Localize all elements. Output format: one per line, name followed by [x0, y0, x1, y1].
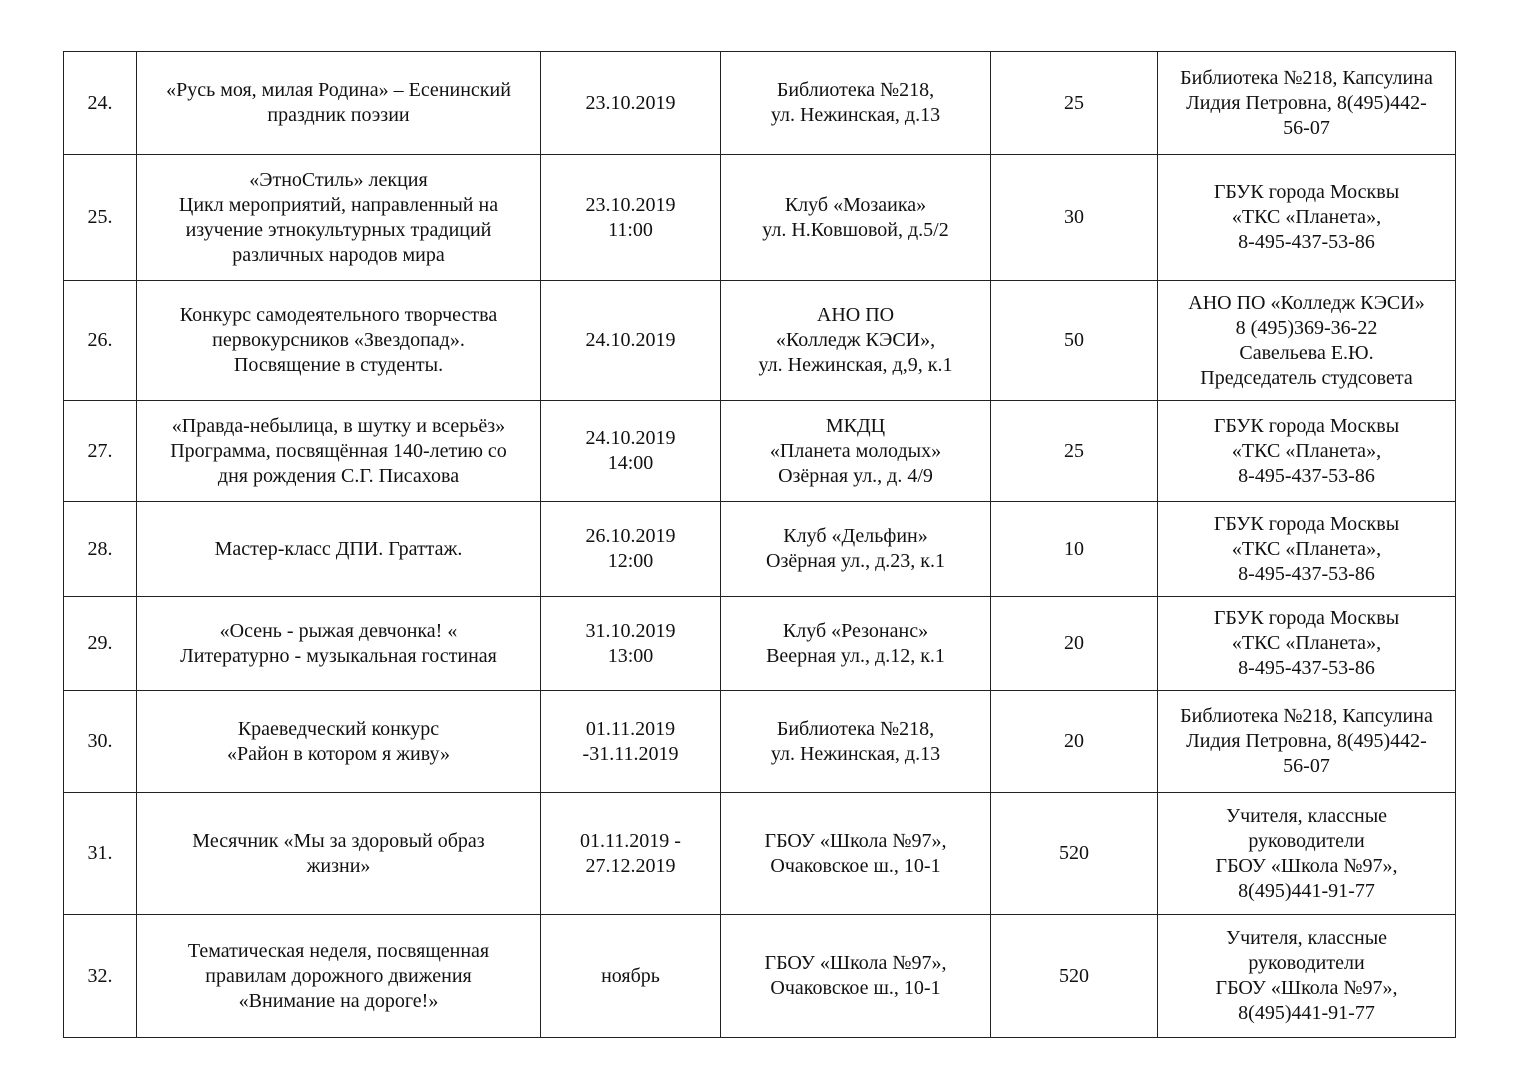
- event-contact: Учителя, классные руководители ГБОУ «Школа №97», 8(495)441-91-77: [1158, 915, 1456, 1038]
- event-contact: Библиотека №218, Капсулина Лидия Петровна, 8(495)442- 56-07: [1158, 52, 1456, 155]
- row-number: 27.: [64, 401, 137, 502]
- event-title: «Правда-небылица, в шутку и всерьёз» Программа, посвящённая 140-летию со дня рождения С.Г. Писахова: [137, 401, 541, 502]
- event-date: 31.10.2019 13:00: [541, 597, 721, 691]
- participant-count: 10: [991, 502, 1158, 597]
- event-date: 26.10.2019 12:00: [541, 502, 721, 597]
- event-contact: АНО ПО «Колледж КЭСИ» 8 (495)369-36-22 Савельева Е.Ю. Председатель студсовета: [1158, 281, 1456, 401]
- event-date: 01.11.2019 - 27.12.2019: [541, 793, 721, 915]
- row-number: 26.: [64, 281, 137, 401]
- event-date: 23.10.2019 11:00: [541, 155, 721, 281]
- event-contact: Учителя, классные руководители ГБОУ «Школа №97», 8(495)441-91-77: [1158, 793, 1456, 915]
- event-contact: ГБУК города Москвы «ТКС «Планета», 8-495-437-53-86: [1158, 597, 1456, 691]
- event-title: «Русь моя, милая Родина» – Есенинский праздник поэзии: [137, 52, 541, 155]
- row-number: 32.: [64, 915, 137, 1038]
- participant-count: 25: [991, 52, 1158, 155]
- event-place: Клуб «Дельфин» Озёрная ул., д.23, к.1: [721, 502, 991, 597]
- event-date: 23.10.2019: [541, 52, 721, 155]
- event-title: «ЭтноСтиль» лекция Цикл мероприятий, направленный на изучение этнокультурных традиций различных народов мира: [137, 155, 541, 281]
- event-place: ГБОУ «Школа №97», Очаковское ш., 10-1: [721, 793, 991, 915]
- event-title: Месячник «Мы за здоровый образ жизни»: [137, 793, 541, 915]
- row-number: 24.: [64, 52, 137, 155]
- row-number: 25.: [64, 155, 137, 281]
- event-place: Клуб «Мозаика» ул. Н.Ковшовой, д.5/2: [721, 155, 991, 281]
- table-row: [64, 597, 1456, 691]
- event-place: МКДЦ «Планета молодых» Озёрная ул., д. 4/9: [721, 401, 991, 502]
- event-date: 24.10.2019 14:00: [541, 401, 721, 502]
- participant-count: 20: [991, 691, 1158, 793]
- events-table: [63, 51, 1456, 1038]
- participant-count: 20: [991, 597, 1158, 691]
- event-title: Краеведческий конкурс «Район в котором я живу»: [137, 691, 541, 793]
- table-row: [64, 52, 1456, 155]
- table-row: [64, 401, 1456, 502]
- event-place: АНО ПО «Колледж КЭСИ», ул. Нежинская, д,9, к.1: [721, 281, 991, 401]
- event-contact: ГБУК города Москвы «ТКС «Планета», 8-495-437-53-86: [1158, 401, 1456, 502]
- table-row: [64, 793, 1456, 915]
- table-row: [64, 281, 1456, 401]
- row-number: 31.: [64, 793, 137, 915]
- table-row: [64, 691, 1456, 793]
- row-number: 28.: [64, 502, 137, 597]
- event-place: ГБОУ «Школа №97», Очаковское ш., 10-1: [721, 915, 991, 1038]
- row-number: 30.: [64, 691, 137, 793]
- event-place: Библиотека №218, ул. Нежинская, д.13: [721, 691, 991, 793]
- participant-count: 520: [991, 793, 1158, 915]
- participant-count: 25: [991, 401, 1158, 502]
- event-contact: ГБУК города Москвы «ТКС «Планета», 8-495-437-53-86: [1158, 502, 1456, 597]
- table-row: [64, 155, 1456, 281]
- participant-count: 520: [991, 915, 1158, 1038]
- event-title: Тематическая неделя, посвященная правилам дорожного движения «Внимание на дороге!»: [137, 915, 541, 1038]
- event-date: 01.11.2019 -31.11.2019: [541, 691, 721, 793]
- event-title: «Осень - рыжая девчонка! « Литературно - музыкальная гостиная: [137, 597, 541, 691]
- event-title: Мастер-класс ДПИ. Граттаж.: [137, 502, 541, 597]
- event-contact: ГБУК города Москвы «ТКС «Планета», 8-495-437-53-86: [1158, 155, 1456, 281]
- event-contact: Библиотека №218, Капсулина Лидия Петровна, 8(495)442- 56-07: [1158, 691, 1456, 793]
- event-date: ноябрь: [541, 915, 721, 1038]
- event-place: Клуб «Резонанс» Веерная ул., д.12, к.1: [721, 597, 991, 691]
- event-place: Библиотека №218, ул. Нежинская, д.13: [721, 52, 991, 155]
- event-title: Конкурс самодеятельного творчества первокурсников «Звездопад». Посвящение в студенты.: [137, 281, 541, 401]
- row-number: 29.: [64, 597, 137, 691]
- table-row: [64, 915, 1456, 1038]
- participant-count: 50: [991, 281, 1158, 401]
- table-row: [64, 502, 1456, 597]
- event-date: 24.10.2019: [541, 281, 721, 401]
- participant-count: 30: [991, 155, 1158, 281]
